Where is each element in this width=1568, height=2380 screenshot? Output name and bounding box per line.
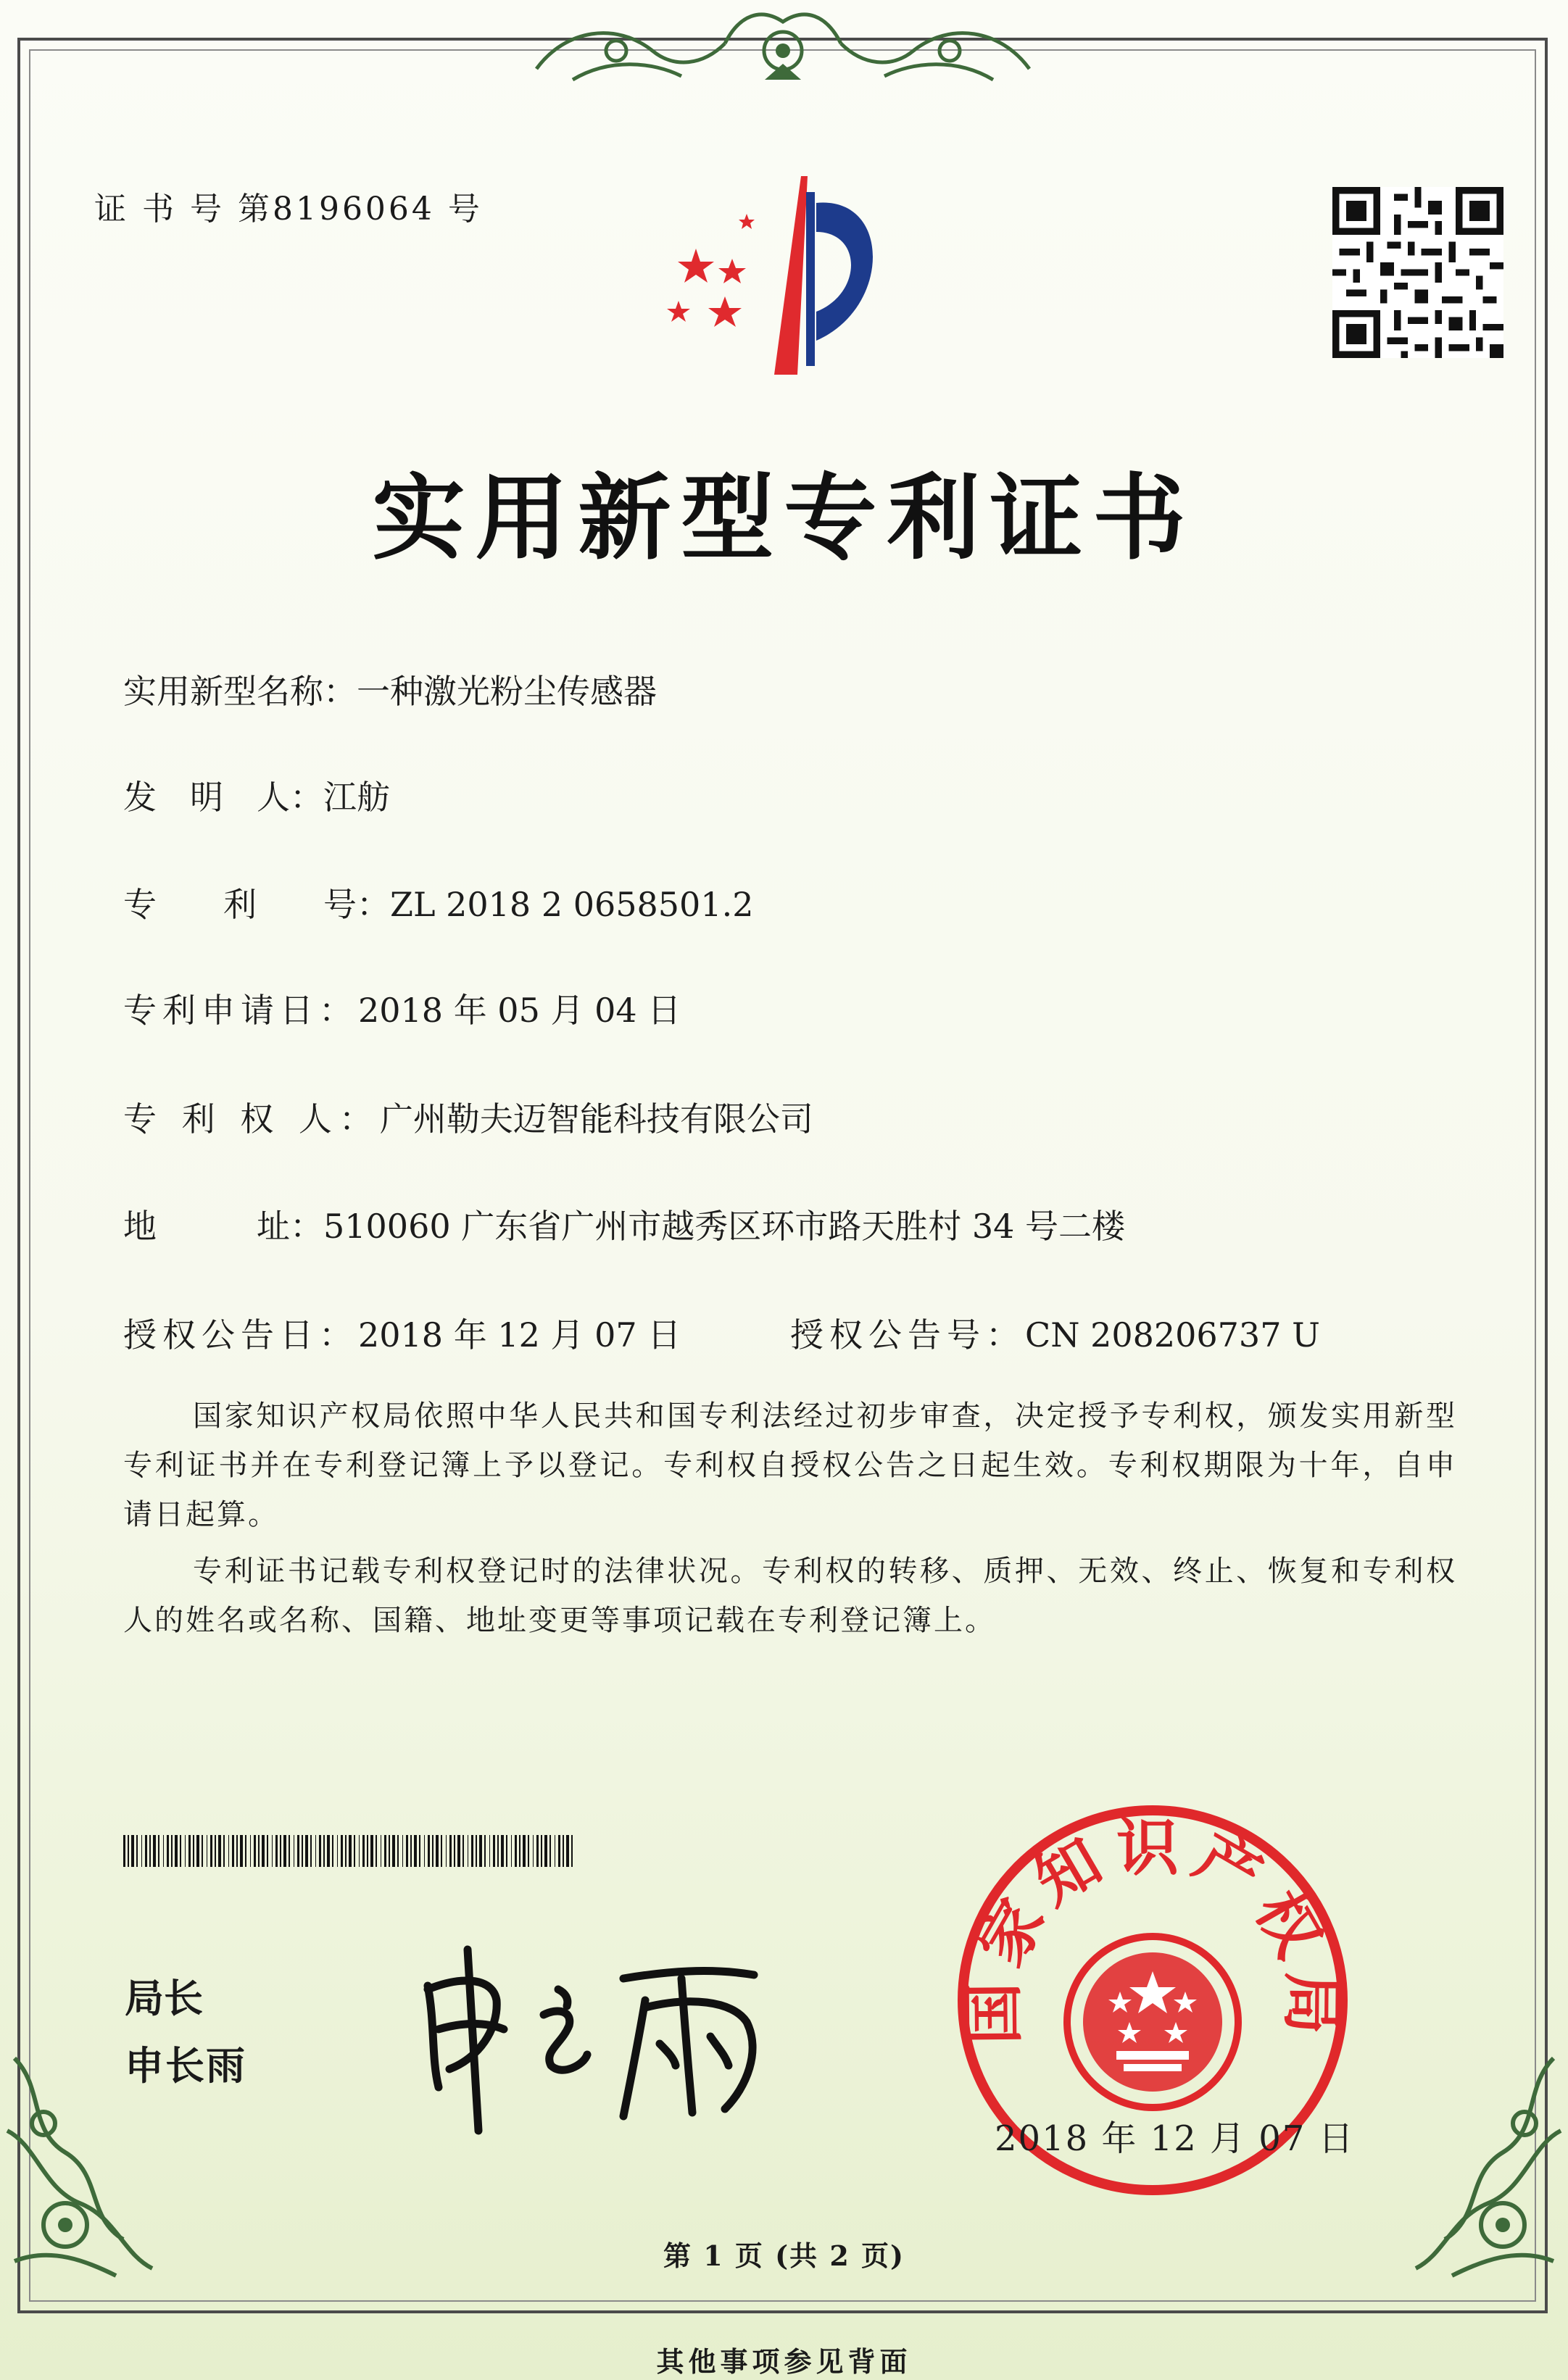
field-inventor — [123, 771, 390, 819]
field-value: 2018 年 05 月 04 日 — [358, 991, 681, 1030]
field-application-date — [123, 984, 681, 1032]
field-announcement-number — [790, 1309, 1320, 1357]
field-label: 授权公告日： — [123, 1315, 358, 1355]
field-value: ZL 2018 2 0658501.2 — [390, 885, 754, 924]
field-announcement-date — [123, 1309, 681, 1357]
field-label: 地 址： — [123, 1207, 323, 1246]
field-label: 授权公告号： — [790, 1315, 1025, 1355]
patent-office-logo-icon — [652, 163, 935, 380]
field-value: 一种激光粉尘传感器 — [357, 672, 657, 711]
field-label: 发 明 人： — [123, 778, 323, 817]
field-address — [123, 1200, 1125, 1248]
field-label: 专利申请日： — [123, 991, 358, 1030]
seal-date: 2018 年 12 月 07 日 — [995, 2118, 1355, 2159]
signer-name: 申长雨 — [125, 2043, 246, 2089]
handwritten-signature-icon — [406, 1921, 812, 2138]
field-label: 专 利 号： — [123, 885, 390, 924]
field-value: 江舫 — [323, 778, 390, 817]
footnote: 其他事项参见背面 — [656, 2345, 912, 2378]
field-patent-number — [123, 878, 753, 926]
field-value: CN 208206737 U — [1025, 1315, 1320, 1355]
field-value: 510060 广东省广州市越秀区环市路天胜村 34 号二楼 — [323, 1207, 1125, 1246]
legal-paragraph-2: 专利证书记载专利权登记时的法律状况。专利权的转移、质押、无效、终止、恢复和专利权人的姓名或名称、国籍、地址变更等事项记载在专利登记簿上。 — [123, 1555, 1457, 1637]
field-patentee — [123, 1093, 813, 1141]
field-label: 实用新型名称： — [123, 672, 357, 711]
legal-paragraph-1: 国家知识产权局依照中华人民共和国专利法经过初步审查，决定授予专利权，颁发实用新型专利证书并在专利登记簿上予以登记。专利权自授权公告之日起生效。专利权期限为十年，自申请日起算。 — [123, 1399, 1457, 1531]
document-title: 实用新型专利证书 — [372, 464, 1196, 573]
seal-text: 国家知识产权局 — [957, 1812, 1348, 2045]
page-number: 第 1 页 (共 2 页) — [663, 2239, 905, 2272]
top-ornament — [507, 0, 1058, 94]
field-value: 广州勒夫迈智能科技有限公司 — [379, 1099, 813, 1139]
field-value: 2018 年 12 月 07 日 — [358, 1315, 681, 1355]
signer-title: 局长 — [125, 1976, 203, 2021]
field-utility-model-name — [123, 665, 657, 713]
barcode-icon — [123, 1835, 576, 1867]
certificate-number: 证 书 号 第8196064 号 — [94, 191, 483, 228]
field-label: 专 利 权 人： — [123, 1099, 380, 1139]
qr-code-icon — [1332, 187, 1503, 358]
